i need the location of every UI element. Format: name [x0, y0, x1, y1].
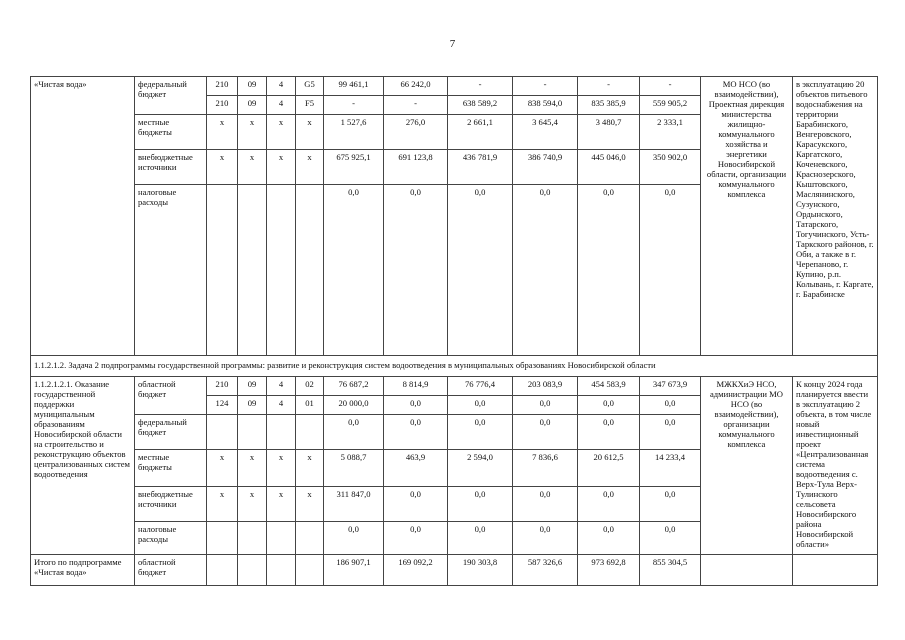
amount-value: 0,0: [384, 185, 448, 356]
amount-value: 7 836,6: [513, 450, 578, 487]
amount-value: 190 303,8: [448, 555, 513, 586]
budget-code: x: [267, 115, 296, 150]
amount-value: 76 776,4: [448, 377, 513, 396]
amount-value: 0,0: [448, 396, 513, 415]
amount-value: 276,0: [384, 115, 448, 150]
amount-value: 0,0: [640, 487, 701, 522]
budget-code: x: [267, 487, 296, 522]
budget-code: 09: [238, 377, 267, 396]
amount-value: 203 083,9: [513, 377, 578, 396]
budget-code: 02: [296, 377, 324, 396]
funding-source: налоговые расходы: [135, 522, 207, 555]
budget-code: 210: [207, 377, 238, 396]
amount-value: 0,0: [578, 487, 640, 522]
budget-code: x: [238, 150, 267, 185]
amount-value: 0,0: [578, 396, 640, 415]
amount-value: 2 333,1: [640, 115, 701, 150]
section-title: 1.1.2.1.2. Задача 2 подпрограммы государственной программы: развитие и реконструкция систем водоотведения в муниципальных образованиях Новосибирской области: [31, 356, 878, 377]
budget-code: [267, 185, 296, 356]
amount-value: 973 692,8: [578, 555, 640, 586]
amount-value: 0,0: [384, 487, 448, 522]
measure-name: 1.1.2.1.2.1. Оказание государственной поддержки муниципальным образованиям Новосибирской области на строительство и реконструкцию объектов централизованных систем водоотведения: [31, 377, 135, 555]
amount-value: -: [448, 77, 513, 96]
funding-source: местные бюджеты: [135, 450, 207, 487]
budget-code: 09: [238, 77, 267, 96]
budget-code: [207, 522, 238, 555]
budget-code: x: [238, 115, 267, 150]
amount-value: 2 661,1: [448, 115, 513, 150]
amount-value: 445 046,0: [578, 150, 640, 185]
amount-value: 0,0: [324, 185, 384, 356]
amount-value: 347 673,9: [640, 377, 701, 396]
amount-value: 186 907,1: [324, 555, 384, 586]
expected-result: [793, 555, 878, 586]
budget-code: x: [267, 150, 296, 185]
amount-value: 3 645,4: [513, 115, 578, 150]
budget-code: [296, 522, 324, 555]
amount-value: 0,0: [384, 415, 448, 450]
budget-code: x: [207, 487, 238, 522]
amount-value: 0,0: [324, 415, 384, 450]
budget-code: [238, 185, 267, 356]
executor: [701, 555, 793, 586]
amount-value: 0,0: [578, 415, 640, 450]
amount-value: -: [324, 96, 384, 115]
amount-value: 0,0: [578, 185, 640, 356]
amount-value: -: [513, 77, 578, 96]
executor: МО НСО (во взаимодействии), Проектная дирекция министерства жилищно-коммунального хозяйства и энергетики Новосибирской области, организации коммунального комплекса: [701, 77, 793, 356]
funding-source: внебюджетные источники: [135, 150, 207, 185]
amount-value: 76 687,2: [324, 377, 384, 396]
executor: МЖКХиЭ НСО, администрации МО НСО (во взаимодействии), организации коммунального комплекса: [701, 377, 793, 555]
amount-value: 0,0: [640, 185, 701, 356]
amount-value: 0,0: [640, 415, 701, 450]
amount-value: 0,0: [448, 185, 513, 356]
budget-code: [267, 555, 296, 586]
amount-value: 99 461,1: [324, 77, 384, 96]
amount-value: 559 905,2: [640, 96, 701, 115]
budget-code: x: [207, 150, 238, 185]
amount-value: 0,0: [513, 396, 578, 415]
amount-value: 838 594,0: [513, 96, 578, 115]
budget-code: x: [296, 150, 324, 185]
amount-value: 463,9: [384, 450, 448, 487]
page-number: 7: [449, 38, 456, 50]
measure-name: «Чистая вода»: [31, 77, 135, 356]
budget-code: 4: [267, 396, 296, 415]
table-row: [31, 377, 878, 396]
amount-value: 169 092,2: [384, 555, 448, 586]
funding-source: федеральный бюджет: [135, 415, 207, 450]
budget-code: 09: [238, 96, 267, 115]
amount-value: -: [640, 77, 701, 96]
budget-code: 124: [207, 396, 238, 415]
amount-value: 66 242,0: [384, 77, 448, 96]
budget-code: 01: [296, 396, 324, 415]
budget-code: x: [238, 450, 267, 487]
expected-result: К концу 2024 года планируется ввести в эксплуатацию 2 объекта, в том числе новый инвестиционный проект «Централизованная система водоотведения с. Верх-Тула Верх-Тулинского сельсовета Новосибирского района Новосибирской области»: [793, 377, 878, 555]
budget-code: [207, 555, 238, 586]
budget-code: [267, 522, 296, 555]
amount-value: 436 781,9: [448, 150, 513, 185]
budget-code: [296, 415, 324, 450]
budget-code: G5: [296, 77, 324, 96]
budget-code: x: [296, 487, 324, 522]
amount-value: 855 304,5: [640, 555, 701, 586]
budget-code: [296, 185, 324, 356]
amount-value: 0,0: [448, 487, 513, 522]
funding-source: областной бюджет: [135, 555, 207, 586]
budget-code: x: [267, 450, 296, 487]
budget-code: F5: [296, 96, 324, 115]
budget-code: [238, 555, 267, 586]
amount-value: 20 612,5: [578, 450, 640, 487]
amount-value: 0,0: [513, 522, 578, 555]
budget-code: x: [296, 450, 324, 487]
amount-value: 0,0: [640, 396, 701, 415]
expected-result: в эксплуатацию 20 объектов питьевого водоснабжения на территории Барабинского, Венгеровского, Карасукского, Каргатского, Коченевского, Краснозерского, Кыштовского, Маслянинского, Сузунского, Ордынского, Татарского, Тогучинского, Усть-Таркского районов, г. Оби, а также в г. Черепаново, г. Купино, р.п. Колывань, г. Каргате, г. Барабинске: [793, 77, 878, 356]
budget-code: [267, 415, 296, 450]
amount-value: 8 814,9: [384, 377, 448, 396]
amount-value: 0,0: [513, 415, 578, 450]
amount-value: 675 925,1: [324, 150, 384, 185]
amount-value: 0,0: [640, 522, 701, 555]
budget-code: 4: [267, 77, 296, 96]
budget-code: [238, 522, 267, 555]
budget-code: [238, 415, 267, 450]
amount-value: 350 902,0: [640, 150, 701, 185]
budget-code: 4: [267, 96, 296, 115]
amount-value: 638 589,2: [448, 96, 513, 115]
funding-source: федеральный бюджет: [135, 77, 207, 115]
amount-value: 0,0: [448, 415, 513, 450]
amount-value: 3 480,7: [578, 115, 640, 150]
budget-code: 210: [207, 96, 238, 115]
table-row: [31, 77, 878, 96]
budget-code: x: [207, 115, 238, 150]
program-table: [30, 76, 878, 586]
amount-value: 14 233,4: [640, 450, 701, 487]
amount-value: 587 326,6: [513, 555, 578, 586]
budget-code: 210: [207, 77, 238, 96]
total-row: [31, 555, 878, 586]
funding-source: местные бюджеты: [135, 115, 207, 150]
amount-value: 0,0: [324, 522, 384, 555]
amount-value: 691 123,8: [384, 150, 448, 185]
amount-value: 20 000,0: [324, 396, 384, 415]
amount-value: 0,0: [448, 522, 513, 555]
budget-code: [296, 555, 324, 586]
amount-value: -: [578, 77, 640, 96]
amount-value: 0,0: [513, 185, 578, 356]
amount-value: 0,0: [384, 522, 448, 555]
funding-source: внебюджетные источники: [135, 487, 207, 522]
amount-value: 454 583,9: [578, 377, 640, 396]
funding-source: областной бюджет: [135, 377, 207, 415]
total-name: Итого по подпрограмме «Чистая вода»: [31, 555, 135, 586]
section-row: [31, 356, 878, 377]
amount-value: 386 740,9: [513, 150, 578, 185]
budget-code: x: [207, 450, 238, 487]
amount-value: 835 385,9: [578, 96, 640, 115]
amount-value: 2 594,0: [448, 450, 513, 487]
amount-value: 311 847,0: [324, 487, 384, 522]
budget-code: 4: [267, 377, 296, 396]
funding-source: налоговые расходы: [135, 185, 207, 356]
budget-code: [207, 185, 238, 356]
amount-value: 0,0: [513, 487, 578, 522]
amount-value: 0,0: [578, 522, 640, 555]
budget-code: [207, 415, 238, 450]
amount-value: -: [384, 96, 448, 115]
budget-code: x: [296, 115, 324, 150]
budget-code: x: [238, 487, 267, 522]
amount-value: 1 527,6: [324, 115, 384, 150]
amount-value: 5 088,7: [324, 450, 384, 487]
amount-value: 0,0: [384, 396, 448, 415]
budget-code: 09: [238, 396, 267, 415]
